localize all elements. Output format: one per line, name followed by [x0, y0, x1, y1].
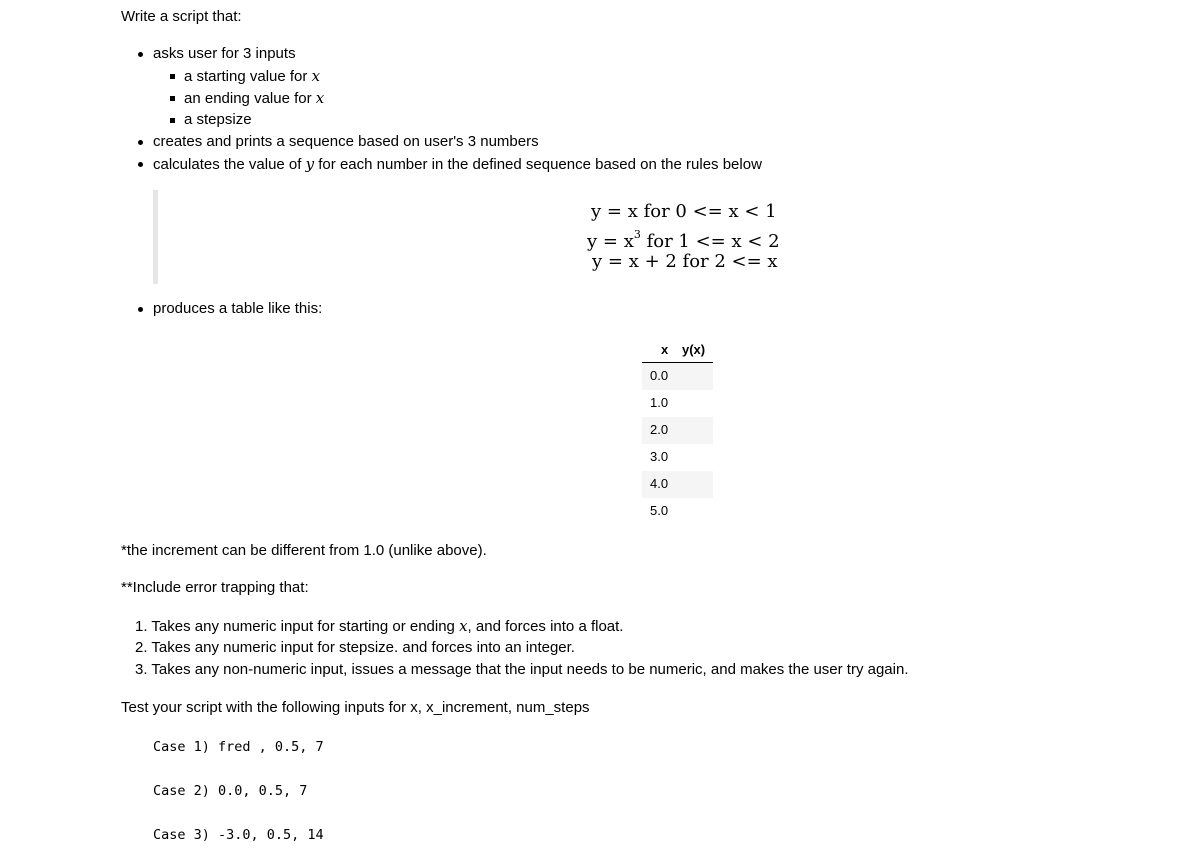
table-row — [642, 417, 713, 444]
equation-3: y = x + 2 for 2 <= x — [592, 251, 778, 272]
sub-bullet-square — [170, 118, 175, 123]
numbered-item-2: 2. Takes any numeric input for stepsize. and forces into an integer. — [135, 639, 575, 656]
table-row — [642, 471, 713, 498]
numbered-item-1 — [135, 616, 623, 637]
equation-2-base: y = x — [587, 231, 634, 252]
sub-bullet-end-value — [184, 88, 324, 109]
numbered-item-3: 3. Takes any non-numeric input, issues a message that the input needs to be numeric, and makes the user try again. — [135, 661, 909, 678]
bullet-dot — [138, 162, 143, 167]
table-cell: 5.0 — [650, 503, 669, 518]
table-cell: 4.0 — [650, 476, 669, 491]
sub-bullet-end-label: an ending value for — [184, 90, 312, 107]
numbered-item-1-post: , and forces into a float. — [467, 618, 624, 635]
table-header — [642, 337, 713, 363]
table-header-x: x — [661, 342, 669, 357]
note-increment: *the increment can be different from 1.0 (unlike above). — [121, 542, 487, 559]
table-row — [642, 498, 713, 525]
bullet-dot — [138, 307, 143, 312]
test-intro-text: Test your script with the following inputs for x, x_increment, num_steps — [121, 699, 590, 716]
math-var-x: x — [315, 89, 325, 107]
math-var-x: x — [459, 617, 468, 635]
sub-bullet-start-value — [184, 66, 320, 87]
math-var-x: x — [311, 67, 321, 85]
code-case-2: Case 2) 0.0, 0.5, 7 — [153, 783, 308, 799]
intro-text: Write a script that: — [121, 8, 242, 25]
table-row — [642, 444, 713, 471]
sub-bullet-square — [170, 74, 175, 79]
equation-1: y = x for 0 <= x < 1 — [591, 201, 777, 222]
table-cell: 1.0 — [650, 395, 669, 410]
sub-bullet-square — [170, 96, 175, 101]
table-cell: 0.0 — [650, 368, 669, 383]
note-error-trapping: **Include error trapping that: — [121, 579, 309, 596]
bullet-dot — [138, 140, 143, 145]
table-cell: 3.0 — [650, 449, 669, 464]
numbered-item-1-pre: 1. Takes any numeric input for starting or ending — [135, 618, 455, 635]
equation-2-rest: for 1 <= x < 2 — [640, 231, 780, 252]
table-header-yx: y(x) — [682, 342, 706, 357]
code-case-1: Case 1) fred , 0.5, 7 — [153, 739, 324, 755]
sub-bullet-stepsize: a stepsize — [184, 111, 252, 128]
math-var-y: y — [305, 155, 315, 173]
table-cell: 2.0 — [650, 422, 669, 437]
bullet-produces-table: produces a table like this: — [153, 300, 323, 317]
bullet-dot — [138, 52, 143, 57]
example-table — [642, 337, 713, 525]
blockquote-bar — [153, 190, 158, 284]
table-row — [642, 363, 713, 390]
bullet-calculates-y — [153, 154, 762, 175]
bullet-calculates-post: for each number in the defined sequence based on the rules below — [318, 156, 762, 173]
bullet-creates-sequence: creates and prints a sequence based on user's 3 numbers — [153, 133, 539, 150]
bullet-asks-inputs: asks user for 3 inputs — [153, 45, 296, 62]
code-case-3: Case 3) -3.0, 0.5, 14 — [153, 827, 324, 843]
sub-bullet-start-label: a starting value for — [184, 68, 308, 85]
table-row — [642, 390, 713, 417]
equation-2-exponent: 3 — [633, 228, 641, 241]
bullet-calculates-pre: calculates the value of — [153, 156, 302, 173]
